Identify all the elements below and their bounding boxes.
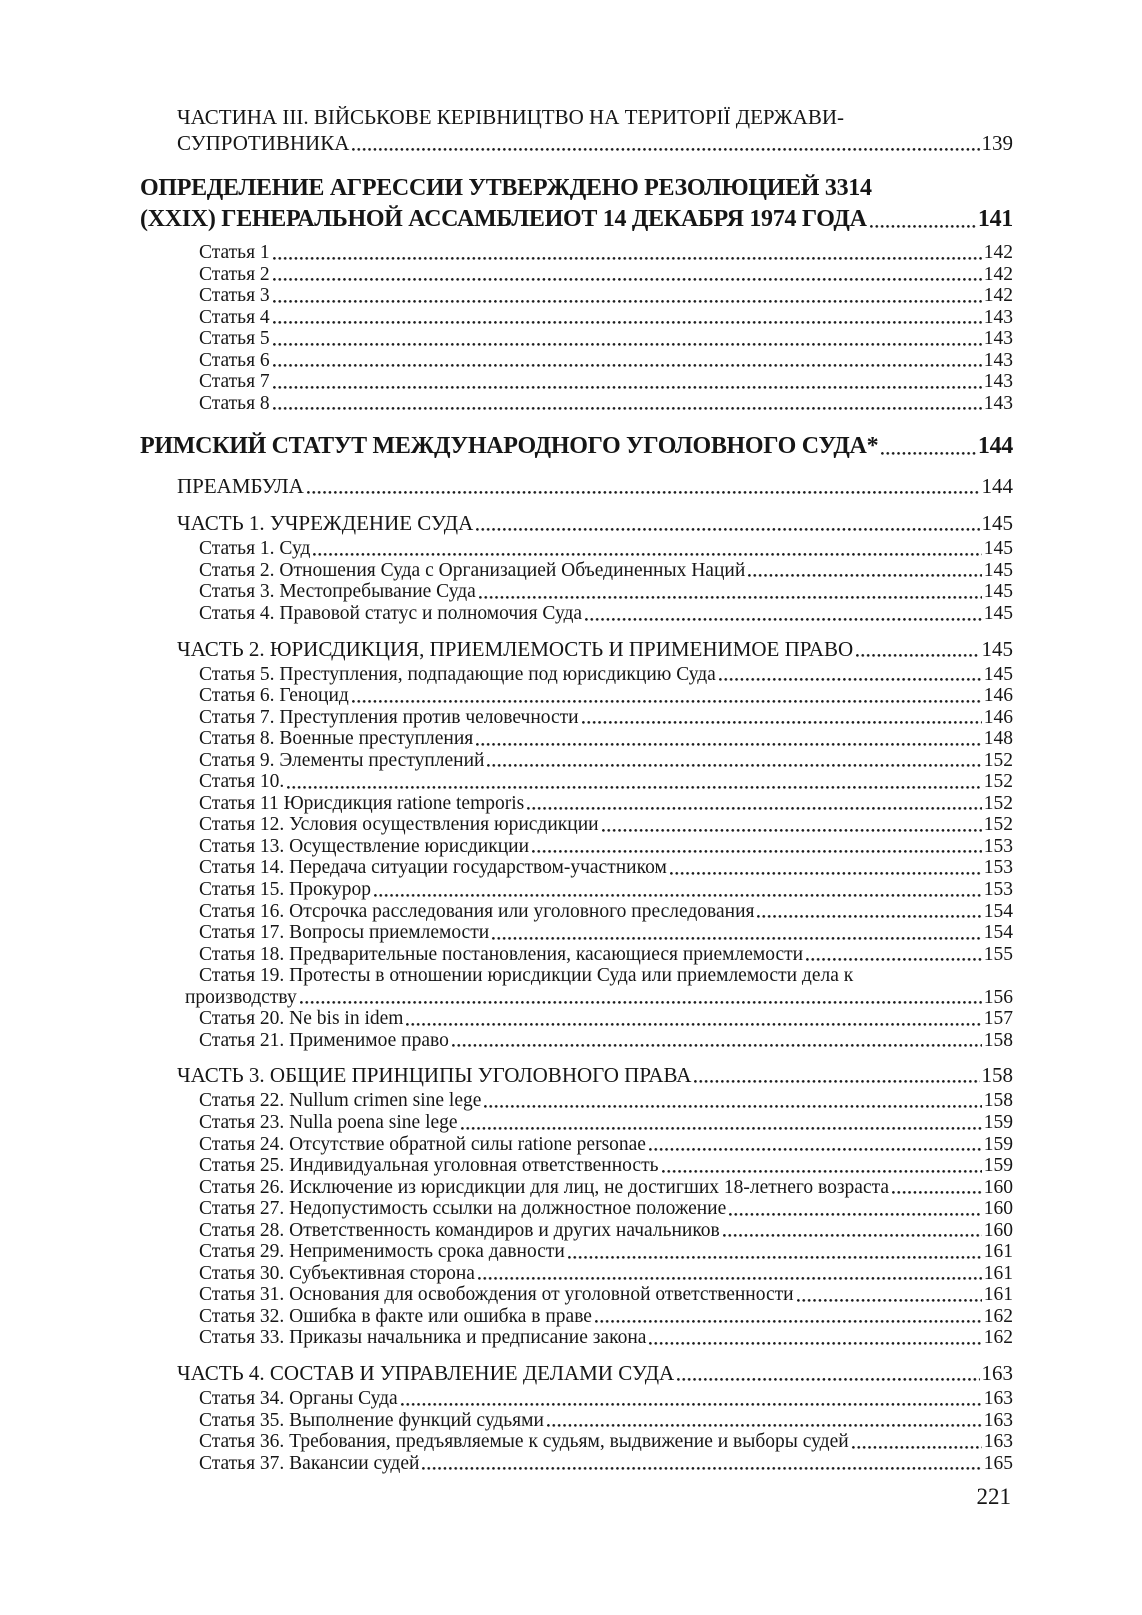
toc-entry-page: 145 [981,511,1013,536]
toc-entry-text: СУПРОТИВНИКА [177,131,350,155]
toc-entry-page: 155 [983,943,1013,965]
toc-entry-text: Статья 20. Ne bis in idem [199,1008,404,1030]
toc-entry [199,307,1013,329]
toc-entry [199,264,1013,286]
toc-entry-page: 160 [983,1176,1013,1198]
toc-entry-page: 159 [983,1111,1013,1133]
toc-entry [199,1155,1013,1177]
dot-leader [806,958,982,961]
dot-leader [484,1105,981,1108]
toc-entry-page: 161 [983,1241,1013,1263]
toc-entry-page: 152 [983,771,1013,793]
toc-entry [199,1241,1013,1263]
toc-entry-text: (XXIX) ГЕНЕРАЛЬНОЙ АССАМБЛЕИОТ 14 ДЕКАБРЯ 1974 ГОДА [140,206,867,232]
toc-entry-text: ЧАСТЬ 2. ЮРИСДИКЦИЯ, ПРИЕМЛЕМОСТЬ И ПРИМЕНИМОЕ ПРАВО [177,636,854,661]
dot-leader [547,1424,982,1427]
toc-entry-page: 162 [983,1327,1013,1349]
toc-entry [199,1284,1013,1306]
dot-leader [595,1320,982,1323]
toc-entry [177,510,1013,536]
toc-entry-page: 162 [983,1305,1013,1327]
toc-entry-page: 145 [983,538,1013,560]
toc-entry-text: Статья 17. Вопросы приемлемости [199,922,490,944]
toc-entry [199,1220,1013,1242]
dot-leader [870,225,976,228]
toc-entry-text: Статья 35. Выполнение функций судьями [199,1409,544,1431]
toc-entry-text: ЧАСТЬ 4. СОСТАВ И УПРАВЛЕНИЕ ДЕЛАМИ СУДА [177,1360,675,1385]
toc-entry-page: 154 [983,922,1013,944]
toc-entry-page: 141 [977,206,1013,232]
toc-entry-text: Статья 11 Юрисдикция ratione temporis [199,792,525,814]
toc-entry-page: 157 [983,1008,1013,1030]
dot-leader [748,574,981,577]
dot-leader [313,553,981,556]
toc-entry-text-line1: ЧАСТИНА ІІІ. ВІЙСЬКОВЕ КЕРІВНИЦТВО НА ТЕРИТОРІЇ ДЕРЖАВИ- [177,105,845,129]
toc-entry [199,707,1013,729]
dot-leader [487,764,981,767]
dot-leader [273,386,982,389]
dot-leader [300,1001,982,1004]
toc-entry-text: Статья 24. Отсутствие обратной силы ratione personae [199,1133,646,1155]
toc-entry-page: 165 [983,1452,1013,1474]
toc-entry [199,771,1013,793]
toc-entry [177,636,1013,662]
toc-entry-page: 139 [981,131,1013,155]
dot-leader [476,528,979,531]
dot-leader [273,257,982,260]
toc-entry [199,901,1013,923]
toc-entry [199,1090,1013,1112]
toc-entry-page: 159 [983,1155,1013,1177]
toc-entry-page: 145 [981,636,1013,661]
toc-entry-page: 152 [983,749,1013,771]
toc-entry-page: 143 [983,371,1013,393]
toc-entry-text: Статья 6 [199,349,270,371]
toc-entry [199,1112,1013,1134]
toc-entry [199,1410,1013,1432]
dot-leader [461,1127,982,1130]
toc-entry-text: Статья 28. Ответственность командиров и других начальников [199,1219,720,1241]
dot-leader [649,1148,982,1151]
dot-leader [374,894,982,897]
toc-entry-text: Статья 12. Условия осуществления юрисдикции [199,814,599,836]
toc-list [140,104,1013,1474]
toc-entry-text: Статья 2. Отношения Суда с Организацией Объединенных Наций [199,559,746,581]
toc-entry [185,965,1013,1008]
toc-entry-text: Статья 9. Элементы преступлений [199,749,485,771]
toc-entry [199,944,1013,966]
dot-leader [476,743,982,746]
toc-entry-text: Статья 7 [199,371,270,393]
toc-entry-page: 143 [983,392,1013,414]
toc-entry-text: Статья 16. Отсрочка расследования или уголовного преследования [199,900,755,922]
dot-leader [649,1342,981,1345]
toc-entry [199,1453,1013,1475]
dot-leader [352,700,982,703]
toc-entry-text: производству [185,986,297,1008]
dot-leader [273,278,982,281]
toc-entry-text: Статья 22. Nullum crimen sine lege [199,1090,482,1112]
toc-entry-text: Статья 23. Nulla poena sine lege [199,1111,458,1133]
toc-entry-page: 153 [983,835,1013,857]
toc-entry [199,328,1013,350]
toc-entry [199,581,1013,603]
toc-entry-text: Статья 32. Ошибка в факте или ошибка в праве [199,1305,592,1327]
toc-entry-text: Статья 18. Предварительные постановления, касающиеся приемлемости [199,943,804,965]
toc-entry-page: 143 [983,349,1013,371]
toc-entry [199,664,1013,686]
toc-entry-page: 152 [983,792,1013,814]
toc-entry-page: 144 [977,433,1013,460]
toc-entry-text: Статья 25. Индивидуальная уголовная ответственность [199,1155,659,1177]
toc-entry-page: 152 [983,814,1013,836]
toc-entry [199,371,1013,393]
toc-entry [199,685,1013,707]
dot-leader [797,1299,982,1302]
toc-entry-text: Статья 8 [199,392,270,414]
toc-entry [199,1198,1013,1220]
toc-entry-page: 163 [983,1431,1013,1453]
dot-leader [273,343,982,346]
toc-entry [199,538,1013,560]
dot-leader [723,1234,982,1237]
dot-leader [527,807,981,810]
dot-leader [719,678,982,681]
dot-leader [452,1044,982,1047]
toc-entry-text: Статья 10. [199,771,285,793]
toc-entry-page: 145 [983,663,1013,685]
toc-entry [140,431,1013,462]
toc-entry [199,1306,1013,1328]
toc-entry-page: 142 [983,263,1013,285]
dot-leader [662,1170,982,1173]
toc-entry-page: 163 [981,1360,1013,1385]
toc-entry-text: Статья 8. Военные преступления [199,728,474,750]
toc-entry-page: 143 [983,306,1013,328]
toc-entry-page: 163 [983,1409,1013,1431]
toc-entry-text: Статья 15. Прокурор [199,879,371,901]
toc-entry [177,1062,1013,1088]
toc-entry [199,1263,1013,1285]
dot-leader [852,1446,982,1449]
dot-leader [273,300,982,303]
toc-entry-text-line1: Статья 19. Протесты в отношении юрисдикции Суда или приемлемости дела к [199,965,854,987]
toc-entry [199,857,1013,879]
toc-entry [199,1008,1013,1030]
toc-entry-page: 161 [983,1262,1013,1284]
toc-entry-text: Статья 7. Преступления против человечности [199,706,579,728]
dot-leader [677,1378,979,1381]
footer-page-number: 221 [976,1484,1011,1509]
toc-entry-page: 143 [983,328,1013,350]
toc-entry [199,1177,1013,1199]
toc-entry-page: 153 [983,857,1013,879]
toc-entry [199,728,1013,750]
toc-entry [140,173,1013,235]
dot-leader [602,829,982,832]
toc-entry [199,393,1013,415]
toc-entry [177,104,1013,156]
toc-entry-text: Статья 33. Приказы начальника и предписание закона [199,1327,647,1349]
toc-entry-page: 156 [983,986,1013,1008]
toc-entry-text: Статья 14. Передача ситуации государством-участником [199,857,667,879]
toc-entry [199,814,1013,836]
toc-entry-text: ЧАСТЬ 3. ОБЩИЕ ПРИНЦИПЫ УГОЛОВНОГО ПРАВА [177,1063,692,1088]
toc-entry [199,922,1013,944]
toc-entry-page: 159 [983,1133,1013,1155]
toc-entry [199,1327,1013,1349]
toc-entry-text: Статья 6. Геноцид [199,685,349,707]
toc-entry-text: Статья 1 [199,242,270,263]
toc-entry-page: 144 [981,474,1013,499]
dot-leader [479,596,982,599]
toc-entry-text: Статья 3 [199,285,270,307]
dot-leader [568,1256,982,1259]
toc-entry-page: 158 [983,1029,1013,1051]
toc-entry-text: Статья 37. Вакансии судей [199,1452,420,1474]
toc-entry-text: Статья 31. Основания для освобождения от уголовной ответственности [199,1284,794,1306]
toc-entry [199,879,1013,901]
toc-entry-page: 158 [983,1090,1013,1112]
toc-entry-page: 145 [983,581,1013,603]
toc-entry-text: Статья 36. Требования, предъявляемые к судьям, выдвижение и выборы судей [199,1431,849,1453]
toc-entry [177,473,1013,499]
dot-leader [406,1023,981,1026]
toc-entry [199,750,1013,772]
toc-entry-page: 154 [983,900,1013,922]
toc-entry-text: Статья 34. Органы Суда [199,1387,398,1409]
dot-leader [729,1213,981,1216]
dot-leader [273,321,982,324]
dot-leader [856,654,979,657]
toc-entry-text: Статья 5. Преступления, подпадающие под юрисдикцию Суда [199,663,716,685]
dot-leader [694,1080,979,1083]
dot-leader [478,1277,982,1280]
toc-entry-text: Статья 30. Субъективная сторона [199,1262,475,1284]
toc-entry [199,1388,1013,1410]
toc-entry-page: 146 [983,685,1013,707]
toc-entry-text: Статья 3. Местопребывание Суда [199,581,476,603]
dot-leader [352,148,979,151]
toc-entry-text-line1: ОПРЕДЕЛЕНИЕ АГРЕССИИ УТВЕРЖДЕНО РЕЗОЛЮЦИЕЙ 3314 [140,175,872,201]
toc-entry-page: 146 [983,706,1013,728]
toc-entry-page: 163 [983,1387,1013,1409]
toc-entry-text: РИМСКИЙ СТАТУТ МЕЖДУНАРОДНОГО УГОЛОВНОГО СУДА* [140,433,879,460]
dot-leader [582,721,982,724]
toc-entry [199,285,1013,307]
dot-leader [670,872,982,875]
toc-entry-text: Статья 4. Правовой статус и полномочия Суда [199,603,583,625]
dot-leader [492,937,982,940]
dot-leader [757,915,981,918]
toc-entry [199,560,1013,582]
toc-entry [199,793,1013,815]
toc-entry-text: Статья 2 [199,263,270,285]
toc-entry-text: ЧАСТЬ 1. УЧРЕЖДЕНИЕ СУДА [177,511,474,536]
toc-entry [199,1030,1013,1052]
toc-entry [199,603,1013,625]
toc-entry [199,836,1013,858]
dot-leader [273,407,982,410]
toc-entry-page: 160 [983,1198,1013,1220]
dot-leader [892,1191,982,1194]
toc-entry-text: Статья 29. Неприменимость срока давности [199,1241,565,1263]
toc-entry-text: Статья 26. Исключение из юрисдикции для лиц, не достигших 18-летнего возраста [199,1176,890,1198]
toc-entry-text: Статья 1. Суд [199,538,311,560]
toc-entry-page: 145 [983,603,1013,625]
toc-entry-page: 161 [983,1284,1013,1306]
toc-entry-page: 142 [983,242,1013,263]
dot-leader [585,618,982,621]
toc-entry [199,1431,1013,1453]
toc-entry-page: 148 [983,728,1013,750]
dot-leader [287,786,981,789]
toc-entry-page: 153 [983,879,1013,901]
toc-entry-text: Статья 27. Недопустимость ссылки на должностное положение [199,1198,727,1220]
toc-entry-page: 145 [983,559,1013,581]
dot-leader [422,1467,981,1470]
dot-leader [401,1403,982,1406]
toc-entry [199,350,1013,372]
dot-leader [881,452,976,455]
toc-entry [199,1134,1013,1156]
toc-entry-page: 158 [981,1063,1013,1088]
toc-entry-text: ПРЕАМБУЛА [177,474,304,499]
toc-entry-text: Статья 4 [199,306,270,328]
toc-entry-text: Статья 5 [199,328,270,350]
dot-leader [307,491,980,494]
dot-leader [273,364,982,367]
toc-entry [199,242,1013,264]
toc-entry [177,1360,1013,1386]
toc-entry-text: Статья 21. Применимое право [199,1029,449,1051]
toc-entry-text: Статья 13. Осуществление юрисдикции [199,835,530,857]
dot-leader [532,850,982,853]
toc-entry-page: 160 [983,1219,1013,1241]
toc-entry-page: 142 [983,285,1013,307]
